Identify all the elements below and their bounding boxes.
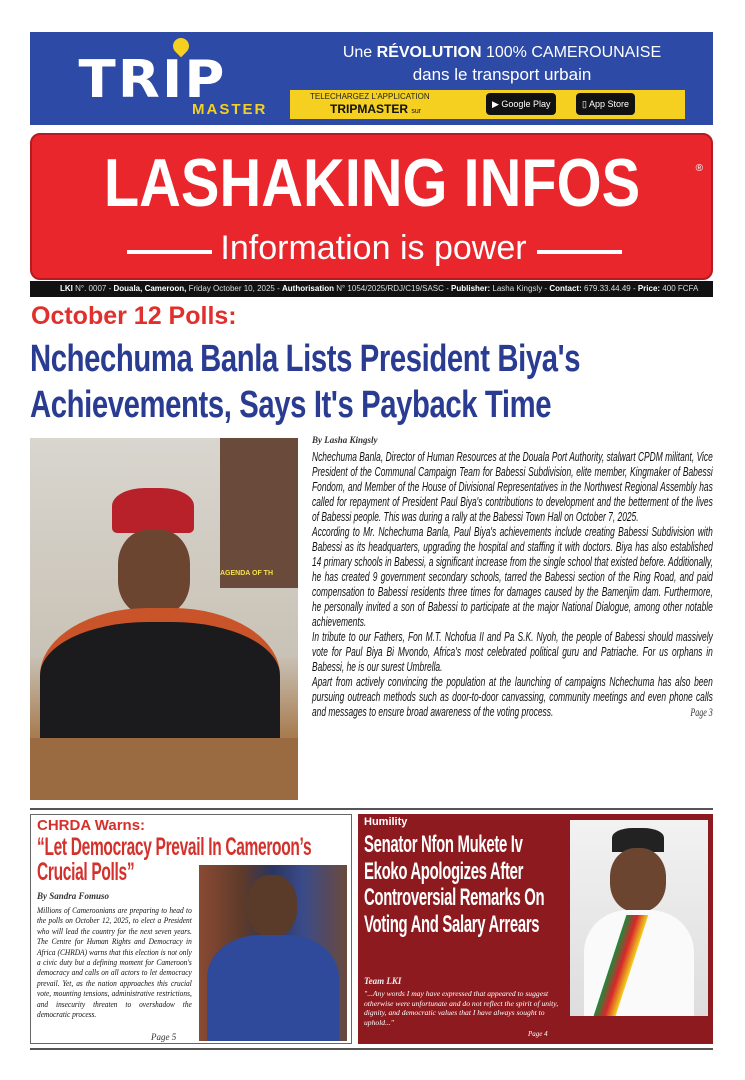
google-play-label: Google Play: [501, 99, 551, 109]
ad-logo: TRIP: [78, 50, 227, 110]
story3-byline: Team LKI: [364, 976, 402, 986]
story-chrda[interactable]: [30, 814, 352, 1044]
story2-body: Millions of Cameroonians are preparing to head to the polls on October 12, 2025, to elect a President who will lead the country for the next seven years. The Centre for Human Rights and Democracy in Africa (CHRDA) warns that this election is not only a civic duty but a defining moment for Cameroon's democracy and calls on all actors to let democracy prevail. Yet, as the nation approaches this crucial vote, mounting tensions, administrative restrictions, and insecurity threaten to overshadow the democratic process.: [37, 905, 192, 1020]
download-text: TELECHARGEZ L'APPLICATION: [310, 92, 430, 101]
auth-label: Authorisation: [281, 284, 334, 293]
page-ref[interactable]: Page 5: [151, 1032, 177, 1042]
place: Douala, Cameroon,: [113, 284, 187, 293]
robe: [40, 608, 280, 758]
paragraph: Nchechuma Banla, Director of Human Resources at the Douala Port Authority, stalwart CPDM militant, Vice President of the Communal Campaign Team for Babessi Subdivision, elite member, Kingmaker of Babessi Fondom, and Member of the House of Divisional Representatives in the Northwest Regional Assembly has called for repayment of President Paul Biya's contributions to development and the betterment of the lives of Babessi people. This was during a rally at the Babessi Town Hall on October 7, 2025.: [312, 450, 713, 524]
paragraph: According to Mr. Nchechuma Banla, Paul Biya's achievements include creating Babessi Subdivision with Babessi as its headquarters, upgrading the hospital and staffing it with doctors. Biya has also established 14 primary schools in Babessi, a significant increase from the single school that existed before. Additionally, he has created 9 government secondary schools, tarred the Babessi section of the Ring Road, and paid compensation to Babessi residents three times for damages caused by the Bamenjim dam. Furthermore, he personally invited a son of Babessi to participate at the major National Dialogue, among other notable achievements.: [312, 525, 713, 629]
story2-kicker: CHRDA Warns:: [37, 817, 146, 834]
app-name: [330, 103, 421, 115]
story2-byline: By Sandra Fomuso: [37, 891, 110, 901]
divider: [30, 808, 713, 810]
registered-icon: ®: [695, 163, 703, 174]
publisher: Lasha Kingsly: [492, 284, 543, 293]
price-label: Price:: [637, 284, 661, 293]
contact-label: Contact:: [549, 284, 582, 293]
contact: 679.33.44.49: [584, 284, 631, 293]
masthead: [30, 133, 713, 280]
date: Friday October 10, 2025: [188, 284, 275, 293]
issue: N°. 0007: [75, 284, 107, 293]
ad-line-1-pre: Une: [342, 44, 377, 61]
ad-line-1-bold: RÉVOLUTION: [376, 44, 482, 61]
lead-body: [312, 450, 713, 720]
masthead-tagline: Information is power: [220, 229, 527, 267]
face: [610, 848, 666, 912]
tripmaster-ad-banner[interactable]: [30, 32, 713, 125]
face: [247, 875, 297, 937]
ad-logo-sub: MASTER: [192, 101, 268, 118]
ad-line-1-post: 100% CAMEROUNAISE: [481, 44, 662, 61]
story3-quote: "...Any words I may have expressed that appeared to suggest otherwise were unfortunate and do not reflect the spirit of unity, dignity, and democratic values that I have always sought to uphold...": [364, 989, 559, 1027]
auth: N° 1054/2025/RDJ/C19/SASC: [336, 284, 444, 293]
app-name-text: TRIPMASTER: [330, 102, 408, 116]
page-ref[interactable]: Page 3: [690, 705, 713, 719]
story2-photo: [199, 865, 347, 1041]
publisher-label: Publisher:: [451, 284, 491, 293]
issue-label: LKI: [60, 284, 73, 293]
story3-headline[interactable]: Senator Nfon Mukete Iv Ekoko Apologizes After Controversial Remarks On Voting And Salary Arrears: [364, 831, 545, 938]
lead-article: [312, 436, 713, 720]
tv-screen: [220, 438, 298, 588]
table: [30, 738, 298, 800]
story-senator[interactable]: [358, 814, 713, 1044]
divider: [30, 1048, 713, 1050]
price: 400 FCFA: [662, 284, 699, 293]
lead-headline[interactable]: Nchechuma Banla Lists President Biya's Achievements, Says It's Payback Time: [30, 338, 581, 426]
lead-kicker: October 12 Polls:: [31, 302, 237, 330]
lead-photo: [30, 438, 298, 800]
suit: [207, 935, 339, 1041]
photo-caption: AGENDA OF TH: [220, 570, 274, 577]
ad-line-2: dans le transport urbain: [412, 65, 592, 84]
app-sur: sur: [411, 108, 422, 115]
lead-byline: By Lasha Kingsly: [312, 435, 378, 445]
app-store-label: App Store: [588, 99, 629, 109]
info-bar: LKI N°. 0007 - Douala, Cameroon, Friday October 10, 2025 - Authorisation N° 1054/2025/RDJ/C19/SASC - Publisher: Lasha Kingsly - Contact: 679.33.44.49 - Price: 400 FCFA: [30, 281, 713, 297]
ad-download-bar: [290, 90, 685, 119]
masthead-title: LASHAKING INFOS: [103, 145, 641, 221]
cap: [112, 488, 194, 533]
ad-line-1: [292, 43, 712, 62]
face: [118, 530, 190, 615]
story3-kicker: Humility: [364, 816, 408, 828]
story2-headline[interactable]: “Let Democracy Prevail In Cameroon’s Crucial Polls”: [37, 833, 312, 886]
paragraph: Apart from actively convincing the population at the launching of campaigns Nchechuma has also been pursuing outreach methods such as door-to-door canvassing, community meetings and even phone calls and messages to ensure broad awareness of the voting process.: [312, 675, 713, 719]
app-store-button[interactable]: ▯ App Store: [576, 93, 635, 115]
page-ref[interactable]: Page 4: [528, 1030, 548, 1038]
paragraph-last: [312, 675, 713, 720]
google-play-button[interactable]: ▶ Google Play: [486, 93, 556, 115]
story3-photo: [570, 820, 708, 1016]
paragraph: In tribute to our Fathers, Fon M.T. Nchofua II and Pa S.K. Nyoh, the people of Babessi should massively vote for Paul Biya Bi Mvondo, Africa's most celebrated political guru and Patriache. For us orphans in Babessi, he is our surest Umbrella.: [312, 630, 713, 674]
